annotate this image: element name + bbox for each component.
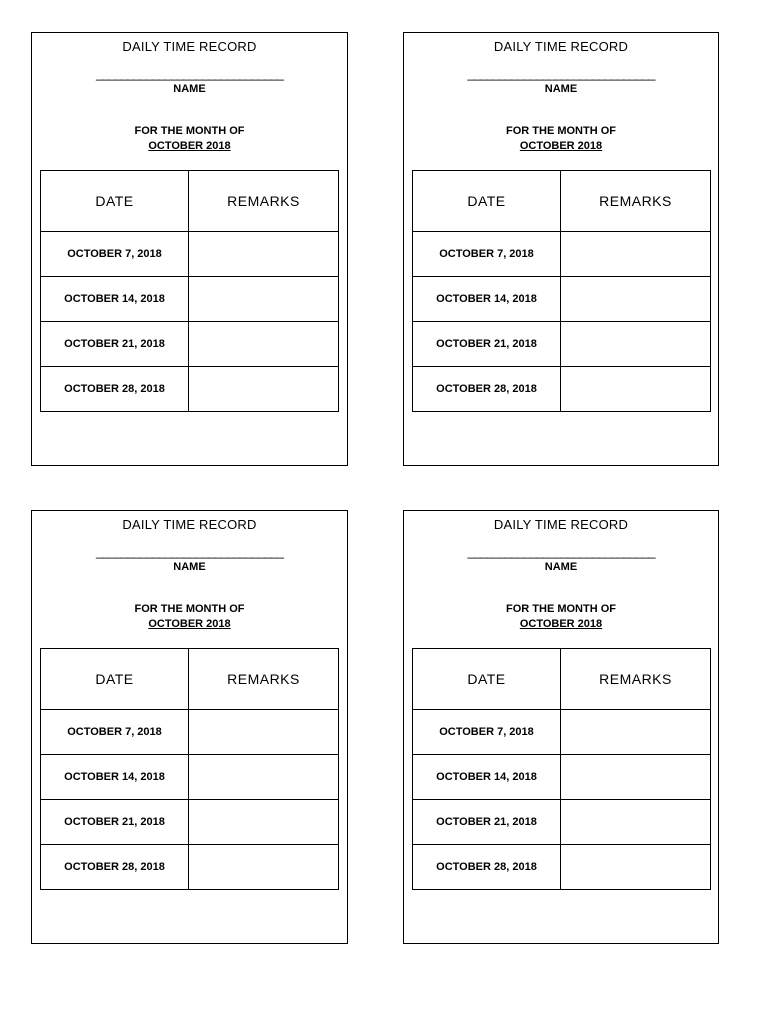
- remarks-cell[interactable]: [561, 710, 711, 755]
- date-cell: OCTOBER 7, 2018: [413, 710, 561, 755]
- remarks-cell[interactable]: [561, 277, 711, 322]
- date-cell: OCTOBER 7, 2018: [41, 232, 189, 277]
- date-cell: OCTOBER 14, 2018: [41, 277, 189, 322]
- remarks-cell[interactable]: [561, 232, 711, 277]
- month-value: [404, 140, 718, 152]
- remarks-cell[interactable]: [189, 232, 339, 277]
- date-cell: OCTOBER 28, 2018: [413, 367, 561, 412]
- date-cell: OCTOBER 28, 2018: [41, 845, 189, 890]
- name-signature-line: ______________________________: [467, 544, 655, 559]
- table-row: [413, 800, 711, 845]
- remarks-cell[interactable]: [561, 845, 711, 890]
- dtr-table: [40, 170, 339, 412]
- month-label: FOR THE MONTH OF: [134, 125, 245, 137]
- month-value: [32, 618, 347, 630]
- table-row: [413, 755, 711, 800]
- table-header-row: [413, 171, 711, 232]
- table-row: [41, 367, 339, 412]
- remarks-cell[interactable]: [189, 845, 339, 890]
- month-value: [404, 618, 718, 630]
- dtr-card-top-right: [403, 32, 719, 466]
- date-cell: OCTOBER 21, 2018: [41, 322, 189, 367]
- month-value-text: OCTOBER 2018: [519, 618, 603, 630]
- table-row: [41, 322, 339, 367]
- column-header-remarks: REMARKS: [189, 649, 339, 710]
- table-header-row: [41, 171, 339, 232]
- table-row: [413, 367, 711, 412]
- dtr-table: [412, 648, 711, 890]
- name-label: NAME: [173, 561, 206, 573]
- dtr-card-bottom-left: [31, 510, 348, 944]
- remarks-cell[interactable]: [189, 367, 339, 412]
- table-row: [41, 710, 339, 755]
- table-header-row: [41, 649, 339, 710]
- card-title: DAILY TIME RECORD: [122, 517, 257, 532]
- month-label: FOR THE MONTH OF: [506, 603, 616, 615]
- name-signature-line: ______________________________: [96, 66, 283, 81]
- remarks-cell[interactable]: [561, 755, 711, 800]
- remarks-cell[interactable]: [189, 710, 339, 755]
- table-row: [413, 277, 711, 322]
- card-title: DAILY TIME RECORD: [493, 517, 629, 532]
- table-row: [41, 845, 339, 890]
- remarks-cell[interactable]: [189, 277, 339, 322]
- date-cell: OCTOBER 21, 2018: [41, 800, 189, 845]
- name-label: NAME: [544, 83, 578, 95]
- name-signature-line: ______________________________: [96, 544, 283, 559]
- remarks-cell[interactable]: [561, 800, 711, 845]
- date-cell: OCTOBER 28, 2018: [413, 845, 561, 890]
- table-row: [413, 322, 711, 367]
- month-value: [32, 140, 347, 152]
- table-row: [41, 232, 339, 277]
- name-label: NAME: [544, 561, 578, 573]
- remarks-cell[interactable]: [189, 800, 339, 845]
- month-value-text: OCTOBER 2018: [519, 140, 603, 152]
- name-signature-line: ______________________________: [467, 66, 655, 81]
- column-header-remarks: REMARKS: [189, 171, 339, 232]
- date-cell: OCTOBER 7, 2018: [413, 232, 561, 277]
- date-cell: OCTOBER 14, 2018: [413, 277, 561, 322]
- table-row: [413, 845, 711, 890]
- table-header-row: [413, 649, 711, 710]
- table-row: [41, 800, 339, 845]
- remarks-cell[interactable]: [189, 755, 339, 800]
- name-label: NAME: [173, 83, 206, 95]
- date-cell: OCTOBER 21, 2018: [413, 322, 561, 367]
- column-header-date: DATE: [413, 649, 561, 710]
- table-row: [41, 277, 339, 322]
- dtr-table: [412, 170, 711, 412]
- card-title: DAILY TIME RECORD: [493, 39, 629, 54]
- dtr-card-top-left: [31, 32, 348, 466]
- date-cell: OCTOBER 14, 2018: [41, 755, 189, 800]
- column-header-remarks: REMARKS: [561, 649, 711, 710]
- table-row: [413, 232, 711, 277]
- dtr-card-bottom-right: [403, 510, 719, 944]
- month-label: FOR THE MONTH OF: [134, 603, 245, 615]
- column-header-date: DATE: [413, 171, 561, 232]
- dtr-table: [40, 648, 339, 890]
- table-row: [413, 710, 711, 755]
- column-header-date: DATE: [41, 649, 189, 710]
- date-cell: OCTOBER 28, 2018: [41, 367, 189, 412]
- month-value-text: OCTOBER 2018: [148, 140, 231, 152]
- table-row: [41, 755, 339, 800]
- month-label: FOR THE MONTH OF: [506, 125, 616, 137]
- remarks-cell[interactable]: [189, 322, 339, 367]
- date-cell: OCTOBER 21, 2018: [413, 800, 561, 845]
- remarks-cell[interactable]: [561, 322, 711, 367]
- month-value-text: OCTOBER 2018: [148, 618, 231, 630]
- remarks-cell[interactable]: [561, 367, 711, 412]
- date-cell: OCTOBER 7, 2018: [41, 710, 189, 755]
- column-header-date: DATE: [41, 171, 189, 232]
- card-title: DAILY TIME RECORD: [122, 39, 257, 54]
- column-header-remarks: REMARKS: [561, 171, 711, 232]
- date-cell: OCTOBER 14, 2018: [413, 755, 561, 800]
